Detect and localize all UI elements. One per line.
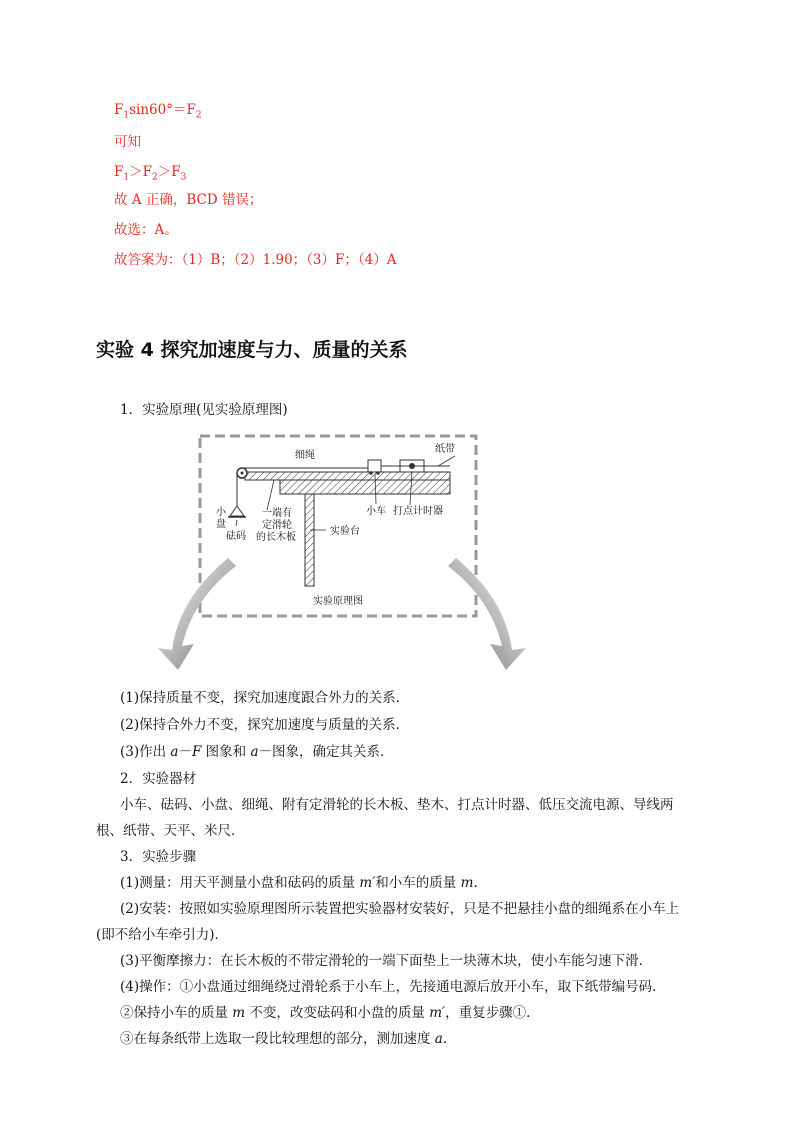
- step-2-line-2: (即不给小车牵引力)．: [96, 927, 229, 943]
- principle-1: (1)保持质量不变，探究加速度跟合外力的关系．: [120, 690, 410, 706]
- step-4-2: ②保持小车的质量 m 不变，改变砝码和小盘的质量 m′，重复步骤①.: [120, 1005, 531, 1021]
- label-board-1: 一端有: [262, 508, 292, 519]
- answer-line-3: $F_1>F_2>F_3$: [114, 164, 187, 183]
- label-cart: 小车: [366, 506, 386, 517]
- step-1: (1)测量：用天平测量小盘和砝码的质量 m′和小车的质量 m.: [120, 875, 478, 891]
- equipment-line-1: 小车、砝码、小盘、细绳、附有定滑轮的长木板、垫木、打点计时器、低压交流电源、导线两: [120, 797, 674, 813]
- equipment-line-2: 根、纸带、天平、米尺．: [96, 823, 245, 839]
- label-board-2: 定滑轮: [262, 520, 292, 531]
- figure-caption: 实验原理图: [313, 596, 363, 607]
- right-arrow-icon: [448, 558, 526, 670]
- principle-heading: 1．实验原理(见实验原理图): [120, 402, 288, 418]
- label-tape: 纸带: [435, 444, 455, 455]
- answer-line-6: 故答案为：（1）B；（2）1.90；（3）F；（4）A: [114, 252, 397, 268]
- long-board: [245, 472, 450, 480]
- answer-line-5: 故选：A。: [114, 222, 178, 238]
- principle-3: (3)作出 a－F 图象和 a－图象，确定其关系．: [120, 744, 394, 760]
- step-2-line-1: (2)安装：按照如实验原理图所示装置把实验器材安装好，只是不把悬挂小盘的细绳系在小车上: [120, 901, 680, 917]
- label-rope: 细绳: [295, 450, 315, 461]
- section-title: 实验 4 探究加速度与力、质量的关系: [96, 339, 408, 361]
- label-weight: 砝码: [226, 531, 246, 542]
- principle-2: (2)保持合外力不变，探究加速度与质量的关系．: [120, 717, 410, 733]
- label-timer: 打点计时器: [393, 506, 443, 517]
- step-4: (4)操作：①小盘通过细绳绕过滑轮系于小车上，先接通电源后放开小车，取下纸带编号码．: [120, 979, 666, 995]
- answer-line-2: 可知: [114, 134, 141, 150]
- equipment-heading: 2．实验器材: [120, 771, 197, 787]
- experiment-diagram: [150, 430, 540, 670]
- label-tray-2: 盘: [216, 519, 226, 530]
- table-leg: [305, 494, 314, 586]
- steps-heading: 3．实验步骤: [120, 849, 197, 865]
- label-table: 实验台: [330, 526, 360, 537]
- table-top: [280, 480, 450, 494]
- answer-line-4: 故 A 正确，BCD 错误；: [114, 192, 263, 208]
- step-3: (3)平衡摩擦力：在长木板的不带定滑轮的一端下面垫上一块薄木块，使小车能匀速下滑．: [120, 953, 653, 969]
- label-tray-1: 小: [216, 507, 226, 518]
- step-4-3: ③在每条纸带上选取一段比较理想的部分，测加速度 a.: [120, 1031, 448, 1047]
- label-board-3: 的长木板: [256, 532, 296, 543]
- left-arrow-icon: [158, 558, 236, 670]
- cart-icon: [368, 460, 381, 472]
- answer-line-1: $F_1\sin 60^\circ=F_2$: [114, 102, 202, 121]
- tray-icon: [230, 506, 244, 516]
